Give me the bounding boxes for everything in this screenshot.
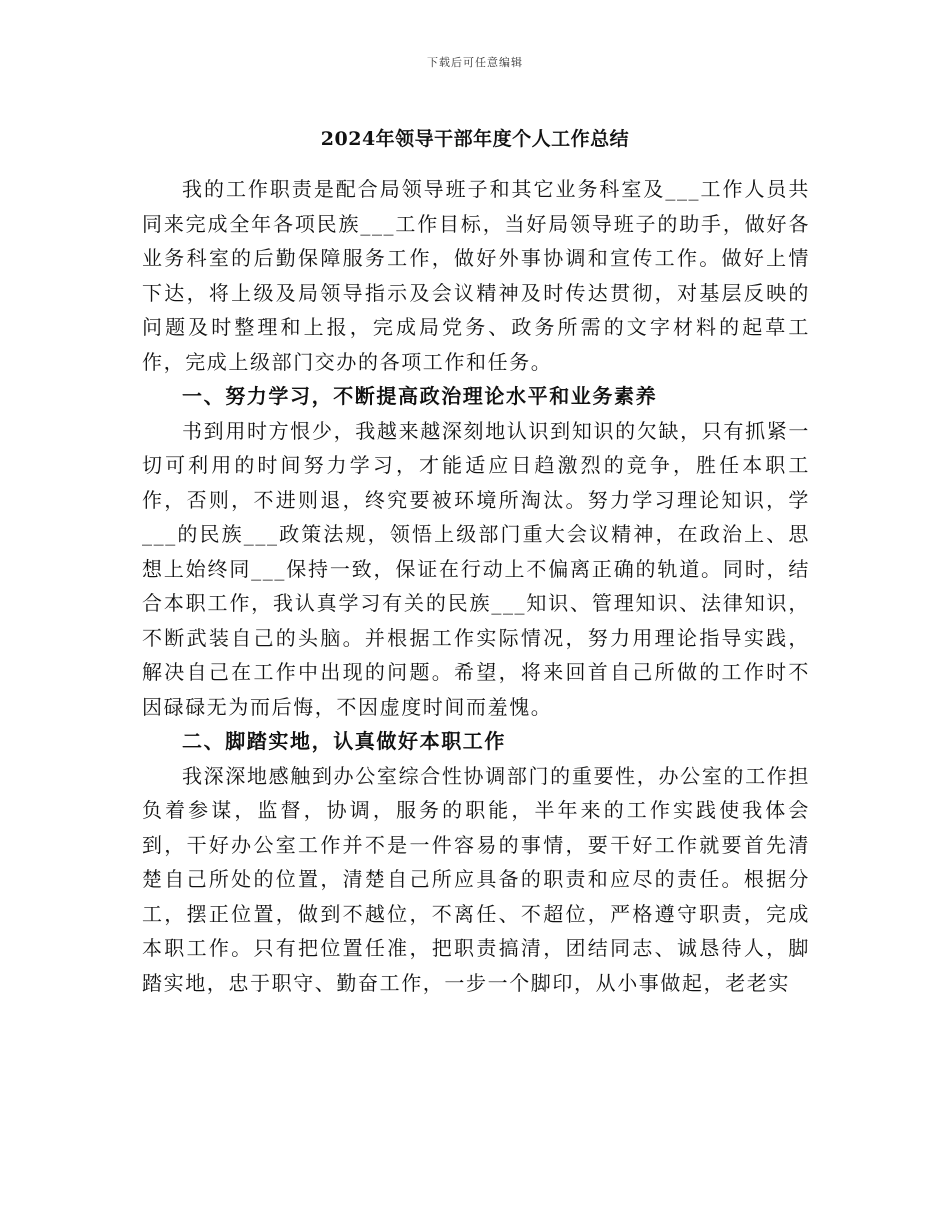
section-heading-2: 二、脚踏实地，认真做好本职工作: [182, 729, 506, 753]
document-title: 2024年领导干部年度个人工作总结: [320, 128, 630, 150]
section-paragraph-2: 我深深地感触到办公室综合性协调部门的重要性，办公室的工作担负着参谋，监督，协调，服务的职能，半年来的工作实践使我体会到，干好办公室工作并不是一件容易的事情，要干好工作就要首先清楚自己所处的位置，清楚自己所应具备的职责和应尽的责任。根据分工，摆正位置，做到不越位，不离任、不超位，严格遵守职责，完成本职工作。只有把位置任准，把职责搞清，团结同志、诚恳待人，脚踏实地，忠于职守、勤奋工作，一步一个脚印，从小事做起，老老实: [142, 763, 810, 995]
header-note: 下载后可任意编辑: [427, 56, 523, 69]
section-paragraph-1: 书到用时方恨少，我越来越深刻地认识到知识的欠缺，只有抓紧一切可利用的时间努力学习，才能适应日趋激烈的竞争，胜任本职工作，否则，不进则退，终究要被环境所淘汰。努力学习理论知识，学___的民族___政策法规，领悟上级部门重大会议精神，在政治上、思想上始终同___保持一致，保证在行动上不偏离正确的轨道。同时，结合本职工作，我认真学习有关的民族___知识、管理知识、法律知识，不断武装自己的头脑。并根据工作实际情况，努力用理论指导实践，解决自己在工作中出现的问题。希望，将来回首自己所做的工作时不因碌碌无为而后悔，不因虚度时间而羞愧。: [142, 418, 810, 719]
document-body: [142, 172, 810, 1000]
intro-paragraph: 我的工作职责是配合局领导班子和其它业务科室及___工作人员共同来完成全年各项民族___工作目标，当好局领导班子的助手，做好各业务科室的后勤保障服务工作，做好外事协调和宣传工作。做好上情下达，将上级及局领导指示及会议精神及时传达贯彻，对基层反映的问题及时整理和上报，完成局党务、政务所需的文字材料的起草工作，完成上级部门交办的各项工作和任务。: [142, 177, 810, 374]
section-heading-1: 一、努力学习，不断提高政治理论水平和业务素养: [182, 384, 658, 408]
